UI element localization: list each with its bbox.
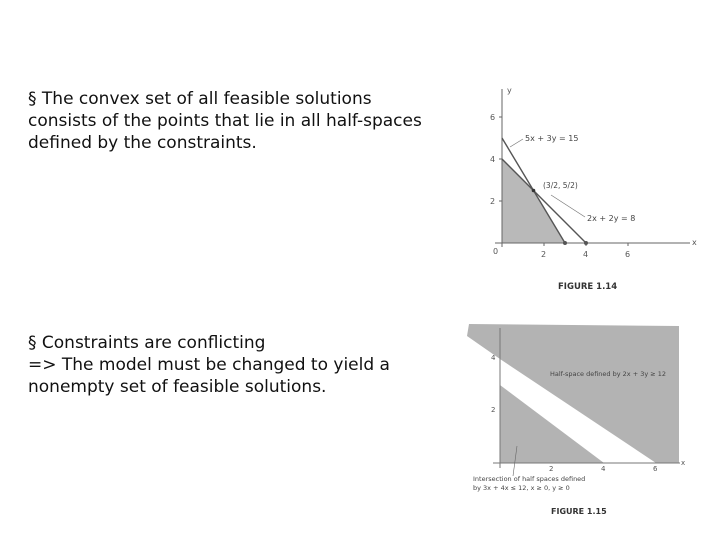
bullet-icon: § <box>28 333 37 353</box>
constraint-label-2: 2x + 2y = 8 <box>587 214 636 223</box>
text-line: § Constraints are conflicting <box>28 333 266 353</box>
x-tick-label: 4 <box>583 250 589 259</box>
feasible-region <box>502 159 565 243</box>
x-tick-label: 6 <box>653 465 658 473</box>
bullet-icon: § <box>28 89 37 109</box>
y-tick-label: 2 <box>491 406 496 414</box>
x-tick-label: 6 <box>625 250 631 259</box>
text-line: consists of the points that lie in all half-spaces <box>28 111 422 131</box>
conflicting-constraints-plot <box>455 318 690 518</box>
vertex-label: (3/2, 5/2) <box>543 181 578 190</box>
text-line: => The model must be changed to yield a <box>28 355 390 375</box>
y-tick-label: 4 <box>491 354 496 362</box>
feasible-region-plot <box>455 85 705 295</box>
text-line: nonempty set of feasible solutions. <box>28 377 327 397</box>
y-axis-label: y <box>507 86 512 95</box>
y-tick-label: 2 <box>490 197 496 206</box>
figure-caption: FIGURE 1.15 <box>551 507 607 516</box>
vertex-point <box>532 189 536 193</box>
x-tick-label: 2 <box>541 250 547 259</box>
x-axis-label: x <box>681 459 686 467</box>
constraint-label-1: 5x + 3y = 15 <box>525 134 579 143</box>
x-tick-label: 4 <box>601 465 606 473</box>
x-tick-label: 0 <box>493 247 499 256</box>
intersection-label: by 3x + 4x ≤ 12, x ≥ 0, y ≥ 0 <box>473 484 570 492</box>
figure-caption: FIGURE 1.14 <box>558 282 618 292</box>
y-tick-label: 6 <box>490 113 496 122</box>
y-tick-label: 4 <box>490 155 496 164</box>
leader-line <box>510 139 523 147</box>
intercept-point <box>584 241 588 245</box>
text-line: defined by the constraints. <box>28 133 257 153</box>
figure-1-14 <box>455 85 705 295</box>
intersection-label: Intersection of half spaces defined <box>473 475 586 483</box>
x-tick-label: 2 <box>549 465 554 473</box>
x-axis-label: x <box>692 238 697 247</box>
bullet-text-conflicting <box>28 332 448 398</box>
halfspace-label: Half-space defined by 2x + 3y ≥ 12 <box>550 370 667 378</box>
text-line: § The convex set of all feasible solutions <box>28 89 372 109</box>
intercept-point <box>563 241 567 245</box>
figure-1-15 <box>455 318 690 518</box>
bullet-text-feasible-set <box>28 88 448 154</box>
